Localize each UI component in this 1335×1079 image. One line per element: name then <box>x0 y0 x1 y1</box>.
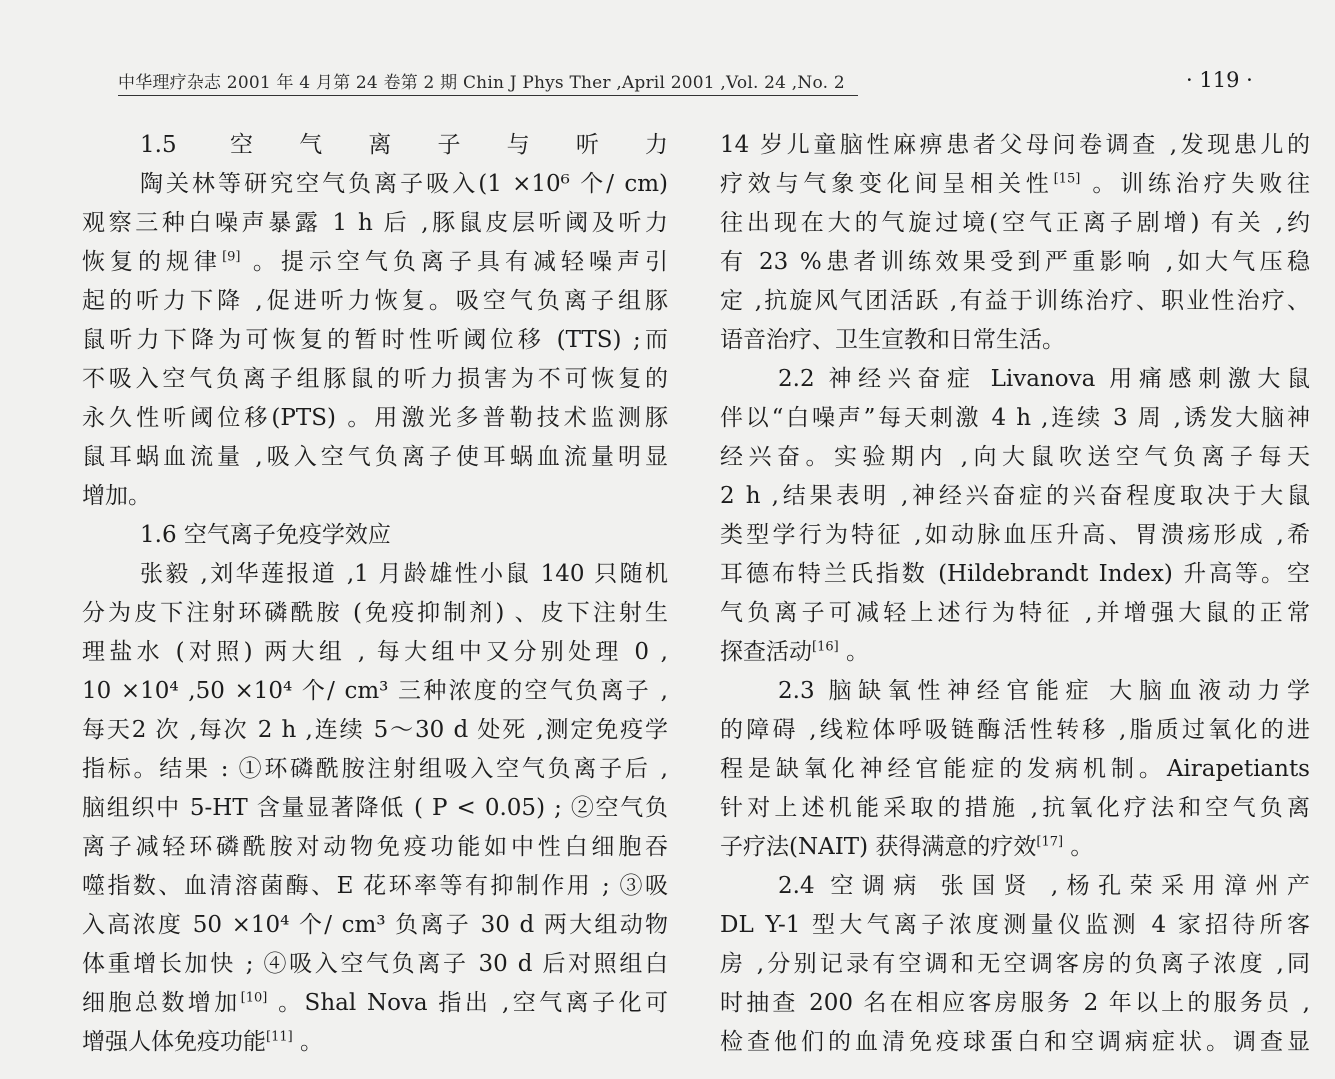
paragraph-line: 起的听力下降 ,促进听力恢复。吸空气负离子组豚 <box>82 288 668 314</box>
paragraph-line: 脑组织中 5-HT 含量显著降低 ( P < 0.05) ; ②空气负 <box>82 795 668 821</box>
citation-ref: [17] <box>1036 834 1064 850</box>
citation-ref: [9] <box>222 249 241 265</box>
paragraph-line: DL Y-1 型大气离子浓度测量仪监测 4 家招待所客 <box>720 912 1310 938</box>
paragraph-line: 增强人体免疫功能[11] 。 <box>82 1029 323 1055</box>
paragraph-line: 时抽查 200 名在相应客房服务 2 年以上的服务员 , <box>720 990 1310 1016</box>
paragraph-line: 类型学行为特征 ,如动脉血压升高、胃溃疡形成 ,希 <box>720 522 1310 548</box>
section-heading-2-3: 2.3 脑缺氧性神经官能症 大脑血液动力学 <box>778 678 1310 704</box>
paragraph-line: 指标。结果 : ①环磷酰胺注射组吸入空气负离子后 , <box>82 756 668 782</box>
paragraph-line: 鼠耳蜗血流量 ,吸入空气负离子使耳蜗血流量明显 <box>82 444 668 470</box>
paragraph-line: 10 ×10⁴ ,50 ×10⁴ 个/ cm³ 三种浓度的空气负离子 , <box>82 678 668 704</box>
paragraph-line: 的障碍 ,线粒体呼吸链酶活性转移 ,脂质过氧化的进 <box>720 717 1310 743</box>
paragraph-line: 2 h ,结果表明 ,神经兴奋症的兴奋程度取决于大鼠 <box>720 483 1310 509</box>
paragraph-line: 入高浓度 50 ×10⁴ 个/ cm³ 负离子 30 d 两大组动物 <box>82 912 668 938</box>
section-heading-2-2: 2.2 神经兴奋症 Livanova 用痛感刺激大鼠 <box>778 366 1310 392</box>
citation-ref: [11] <box>266 1029 293 1045</box>
page-number: · 119 · <box>1186 68 1253 92</box>
right-column <box>720 126 1310 1062</box>
paragraph-line: 往出现在大的气旋过境(空气正离子剧增) 有关 ,约 <box>720 210 1310 236</box>
paragraph-line: 子疗法(NAIT) 获得满意的疗效[17] 。 <box>720 834 1094 860</box>
paragraph-line: 房 ,分别记录有空调和无空调客房的负离子浓度 ,同 <box>720 951 1310 977</box>
paragraph-line: 定 ,抗旋风气团活跃 ,有益于训练治疗、职业性治疗、 <box>720 288 1310 314</box>
paragraph-line: 鼠听力下降为可恢复的暂时性听阈位移 (TTS) ;而 <box>82 327 668 353</box>
paragraph-line: 离子减轻环磷酰胺对动物免疫功能如中性白细胞吞 <box>82 834 668 860</box>
paragraph-line: 气负离子可减轻上述行为特征 ,并增强大鼠的正常 <box>720 600 1310 626</box>
paragraph-line: 分为皮下注射环磷酰胺 (免疫抑制剂) 、皮下注射生 <box>82 600 668 626</box>
paragraph-line: 恢复的规律[9] 。提示空气负离子具有减轻噪声引 <box>82 249 668 275</box>
citation-ref: [10] <box>240 990 268 1006</box>
paragraph-line: 体重增长加快 ; ④吸入空气负离子 30 d 后对照组白 <box>82 951 668 977</box>
paragraph-line: 检查他们的血清免疫球蛋白和空调病症状。调查显 <box>720 1029 1310 1055</box>
paragraph-line: 伴以“白噪声”每天刺激 4 h ,连续 3 周 ,诱发大脑神 <box>720 405 1310 431</box>
paragraph-line: 增加。 <box>82 483 151 509</box>
paragraph-line: 针对上述机能采取的措施 ,抗氧化疗法和空气负离 <box>720 795 1310 821</box>
paragraph-line: 探查活动[16] 。 <box>720 639 869 665</box>
paragraph-line: 不吸入空气负离子组豚鼠的听力损害为不可恢复的 <box>82 366 668 392</box>
paragraph-line: 理盐水 (对照) 两大组 , 每大组中又分别处理 0 , <box>82 639 668 665</box>
paragraph-line: 语音治疗、卫生宣教和日常生活。 <box>720 327 1065 353</box>
paragraph-line: 每天2 次 ,每次 2 h ,连续 5～30 d 处死 ,测定免疫学 <box>82 717 668 743</box>
section-heading-1-5: 1.5 空气离子与听力 <box>140 132 668 158</box>
running-head: 中华理疗杂志 2001 年 4 月第 24 卷第 2 期 Chin J Phys Ther ,April 2001 ,Vol. 24 ,No. 2 <box>118 68 858 96</box>
paragraph-line: 噬指数、血清溶菌酶、E 花环率等有抑制作用 ; ③吸 <box>82 873 668 899</box>
paragraph-line: 疗效与气象变化间呈相关性[15] 。训练治疗失败往 <box>720 171 1310 197</box>
left-column <box>82 126 668 1062</box>
citation-ref: [16] <box>812 639 839 655</box>
citation-ref: [15] <box>1053 171 1081 187</box>
paragraph-line: 观察三种白噪声暴露 1 h 后 ,豚鼠皮层听阈及听力 <box>82 210 668 236</box>
section-heading-1-6: 1.6 空气离子免疫学效应 <box>140 522 391 548</box>
paragraph-line: 永久性听阈位移(PTS) 。用激光多普勒技术监测豚 <box>82 405 668 431</box>
paragraph-line: 14 岁儿童脑性麻痹患者父母问卷调查 ,发现患儿的 <box>720 132 1310 158</box>
paragraph-line: 有 23 %患者训练效果受到严重影响 ,如大气压稳 <box>720 249 1310 275</box>
paragraph-line: 程是缺氧化神经官能症的发病机制。Airapetiants <box>720 756 1310 782</box>
paragraph-line: 耳德布特兰氏指数 (Hildebrandt Index) 升高等。空 <box>720 561 1310 587</box>
paragraph-line: 经兴奋。实验期内 ,向大鼠吹送空气负离子每天 <box>720 444 1310 470</box>
section-heading-2-4: 2.4 空调病 张国贤 ,杨孔荣采用漳州产 <box>778 873 1310 899</box>
paragraph-line: 细胞总数增加[10] 。Shal Nova 指出 ,空气离子化可 <box>82 990 668 1016</box>
paragraph-line: 陶关林等研究空气负离子吸入(1 ×10⁶ 个/ cm) <box>140 171 668 197</box>
paragraph-line: 张毅 ,刘华莲报道 ,1 月龄雄性小鼠 140 只随机 <box>140 561 668 587</box>
